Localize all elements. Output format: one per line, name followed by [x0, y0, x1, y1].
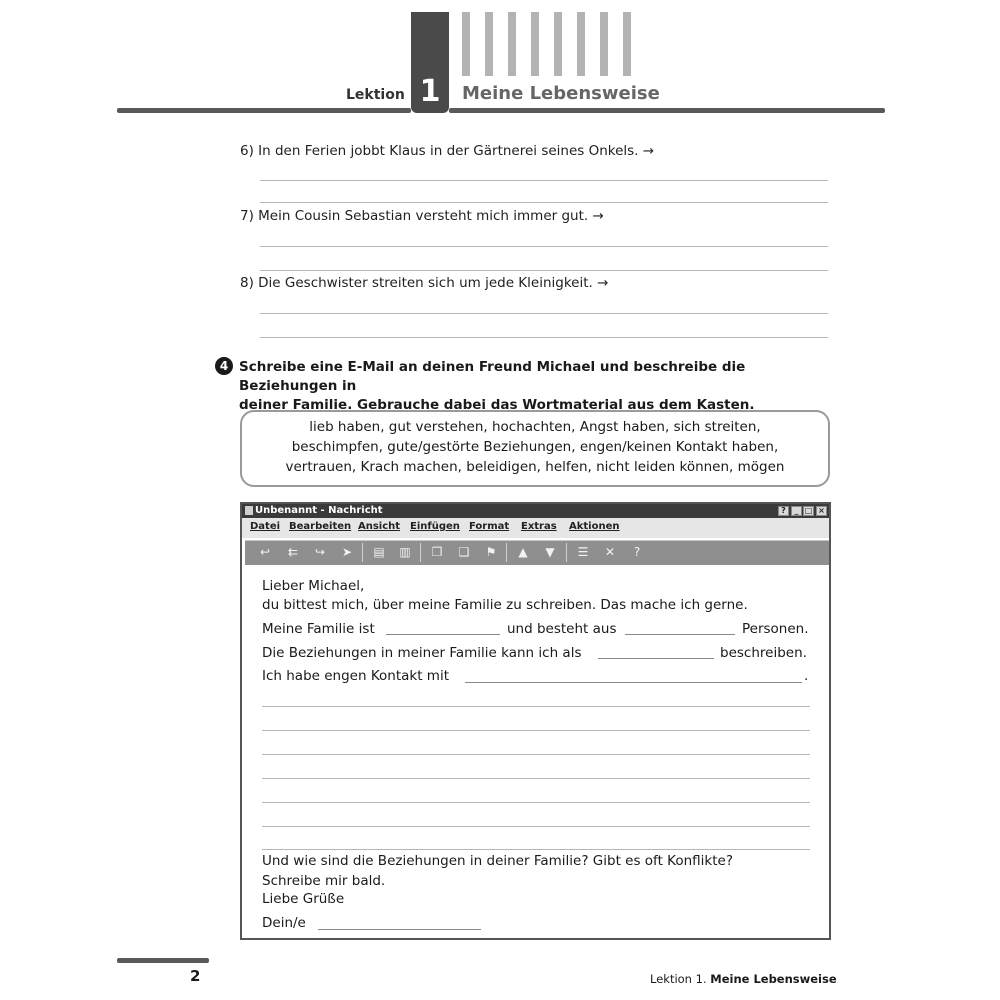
writing-line[interactable] — [262, 730, 810, 731]
page-title: Meine Lebensweise — [462, 83, 660, 104]
reply-all-icon[interactable]: ⇇ — [287, 545, 299, 559]
answer-line[interactable] — [260, 313, 828, 314]
answer-line[interactable] — [260, 180, 828, 181]
blank-field[interactable] — [386, 634, 500, 635]
help-icon[interactable]: ? — [633, 545, 641, 559]
footer-lesson — [650, 972, 837, 986]
task-instruction — [239, 358, 834, 415]
signature-field[interactable] — [318, 929, 481, 930]
answer-line[interactable] — [260, 270, 828, 271]
menu-aktionen[interactable]: Aktionen — [569, 521, 620, 532]
answer-line[interactable] — [260, 202, 828, 203]
toolbar-separator — [566, 543, 567, 562]
signature-label: Dein/e — [262, 915, 306, 931]
task-instruction-line: deiner Familie. Gebrauche dabei das Wortmaterial aus dem Kasten. — [239, 397, 755, 413]
next-icon[interactable]: ▼ — [545, 545, 555, 559]
menu-extras[interactable]: Extras — [521, 521, 557, 532]
header-bar — [623, 12, 631, 76]
minimize-button[interactable]: _ — [791, 506, 802, 516]
header-rule-right — [449, 108, 885, 113]
mail-line: du bittest mich, über meine Familie zu schreiben. Das mache ich gerne. — [262, 597, 748, 613]
task-instruction-line: Schreibe eine E-Mail an deinen Freund Michael und beschreibe die Beziehungen in — [239, 359, 746, 394]
close-button[interactable]: × — [816, 506, 827, 516]
mail-closing: Liebe Grüße — [262, 891, 345, 907]
header-bar — [508, 12, 516, 76]
page-number: 2 — [190, 967, 201, 985]
mail-line: Meine Familie ist — [262, 621, 375, 637]
forward-icon[interactable]: ↪ — [314, 545, 326, 559]
print-icon[interactable]: ▤ — [373, 545, 385, 559]
toolbar-separator — [420, 543, 421, 562]
task-number-badge: 4 — [215, 357, 233, 375]
delete-icon[interactable]: ✕ — [604, 545, 616, 559]
print-preview-icon[interactable]: ▥ — [399, 545, 411, 559]
menu-format[interactable]: Format — [469, 521, 510, 532]
header-bar — [554, 12, 562, 76]
previous-icon[interactable]: ▲ — [518, 545, 528, 559]
send-icon[interactable]: ➤ — [341, 545, 353, 559]
sentence-6: 6) In den Ferien jobbt Klaus in der Gärtnerei seines Onkels. → — [240, 143, 655, 159]
answer-line[interactable] — [260, 337, 828, 338]
header-bar — [600, 12, 608, 76]
writing-line[interactable] — [262, 754, 810, 755]
writing-line[interactable] — [262, 706, 810, 707]
paste-icon[interactable]: ❏ — [458, 545, 470, 559]
toolbar-separator — [362, 543, 363, 562]
header-bar — [577, 12, 585, 76]
mail-line: . — [804, 668, 809, 684]
toolbar — [245, 540, 829, 565]
blank-field[interactable] — [625, 634, 735, 635]
sentence-7: 7) Mein Cousin Sebastian versteht mich immer gut. → — [240, 208, 604, 224]
writing-line[interactable] — [262, 849, 810, 850]
menu-bearbeiten[interactable]: Bearbeiten — [289, 521, 352, 532]
answer-line[interactable] — [260, 246, 828, 247]
writing-line[interactable] — [262, 778, 810, 779]
lektion-label: Lektion — [346, 87, 405, 103]
menu-datei[interactable]: Datei — [250, 521, 281, 532]
window-title: Unbenannt - Nachricht — [255, 505, 383, 516]
mail-line: Personen. — [742, 621, 809, 637]
mail-line: Die Beziehungen in meiner Familie kann ich als — [262, 645, 582, 661]
mail-line: Ich habe engen Kontakt mit — [262, 668, 449, 684]
mail-line: beschreiben. — [720, 645, 807, 661]
mail-icon — [245, 506, 253, 515]
blank-field[interactable] — [465, 682, 802, 683]
mail-closing: Schreibe mir bald. — [262, 873, 386, 889]
reply-icon[interactable]: ↩ — [259, 545, 271, 559]
copy-icon[interactable]: ❐ — [431, 545, 443, 559]
toolbar-separator — [506, 543, 507, 562]
header-bar — [462, 12, 470, 76]
help-button[interactable]: ? — [778, 506, 789, 516]
menu-ansicht[interactable]: Ansicht — [358, 521, 401, 532]
header-bar — [531, 12, 539, 76]
word-box-line: vertrauen, Krach machen, beleidigen, helfen, nicht leiden können, mögen — [285, 459, 785, 475]
writing-line[interactable] — [262, 802, 810, 803]
mail-line: und besteht aus — [507, 621, 617, 637]
mail-greeting: Lieber Michael, — [262, 578, 365, 594]
footer-lesson-prefix: Lektion 1. — [650, 972, 707, 986]
word-box-line: beschimpfen, gute/gestörte Beziehungen, engen/keinen Kontakt haben, — [291, 439, 779, 455]
address-book-icon[interactable]: ☰ — [577, 545, 589, 559]
header-bar — [485, 12, 493, 76]
mail-closing: Und wie sind die Beziehungen in deiner Familie? Gibt es oft Konflikte? — [262, 853, 733, 869]
menu-einfuegen[interactable]: Einfügen — [410, 521, 460, 532]
lesson-number: 1 — [419, 74, 441, 109]
sentence-8: 8) Die Geschwister streiten sich um jede Kleinigkeit. → — [240, 275, 609, 291]
blank-field[interactable] — [598, 658, 714, 659]
flag-icon[interactable]: ⚑ — [485, 545, 497, 559]
footer-rule — [117, 958, 209, 963]
writing-line[interactable] — [262, 826, 810, 827]
header-rule-left — [117, 108, 411, 113]
maximize-button[interactable]: □ — [804, 506, 813, 515]
footer-lesson-title: Meine Lebensweise — [710, 972, 837, 986]
word-box-line: lieb haben, gut verstehen, hochachten, Angst haben, sich streiten, — [309, 419, 761, 435]
